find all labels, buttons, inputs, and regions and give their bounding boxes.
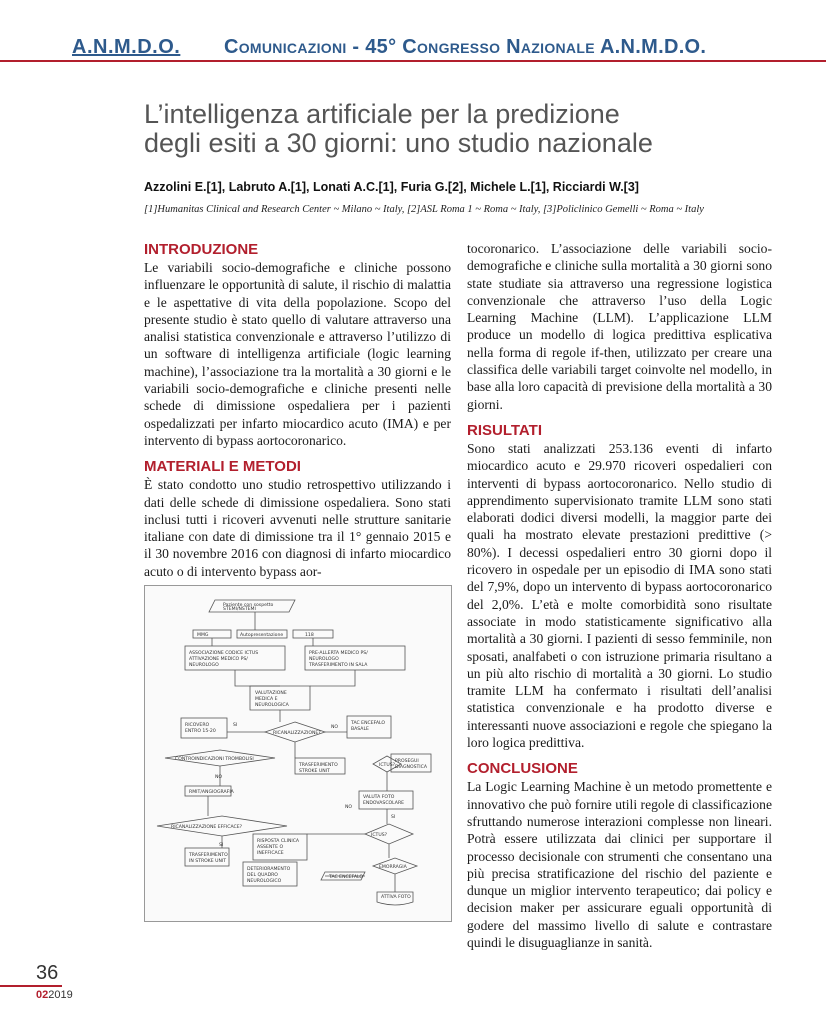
svg-text:RICOVERO: RICOVERO [185,723,210,728]
svg-text:TAC ENCEFALO: TAC ENCEFALO [351,721,386,726]
svg-text:Autopresentazione: Autopresentazione [240,633,284,638]
title-line-1: L’intelligenza artificiale per la predizione [144,99,620,129]
svg-text:DEL QUADRO: DEL QUADRO [247,873,278,878]
svg-text:INEFFICACE: INEFFICACE [257,851,284,856]
svg-text:NO: NO [345,805,353,810]
svg-text:ATTIVA FOTO: ATTIVA FOTO [381,895,411,900]
svg-text:Paziente con sospetto: Paziente con sospetto [223,603,274,608]
svg-text:NEUROLOGO: NEUROLOGO [189,663,219,668]
svg-text:ENDOVASCOLARE: ENDOVASCOLARE [363,801,405,806]
svg-text:VALUTAZIONE: VALUTAZIONE [255,691,287,696]
svg-text:TRASFERIMENTO: TRASFERIMENTO [299,763,338,768]
svg-text:ICTUS?: ICTUS? [379,763,396,768]
affiliations: [1]Humanitas Clinical and Research Center ~ Milano ~ Italy, [2]ASL Roma 1 ~ Roma ~ Italy, [3]Policlinico Gemelli ~ Roma ~ Italy [144,204,704,215]
svg-text:TRASFERIMENTO: TRASFERIMENTO [189,853,228,858]
svg-text:IN STROKE UNIT: IN STROKE UNIT [189,859,227,864]
svg-text:PROSEGUI: PROSEGUI [395,759,419,764]
article-title [144,100,764,158]
svg-text:RMIT/ANGIOGRAFIA: RMIT/ANGIOGRAFIA [189,790,234,795]
issue-number: 02 [36,989,49,1001]
svg-text:TAC ENCEFALO: TAC ENCEFALO [329,875,364,880]
svg-text:TRASFERIMENTO IN SALA: TRASFERIMENTO IN SALA [309,663,368,668]
svg-text:VALUTA FOTO: VALUTA FOTO [363,795,395,800]
svg-text:MEDICA E: MEDICA E [255,697,278,702]
issue-label [36,989,73,1001]
page-number: 36 [36,962,59,984]
flowchart-drawing [145,586,451,921]
footer-rule [0,985,62,987]
svg-text:PRE-ALLERTA MEDICO PS/: PRE-ALLERTA MEDICO PS/ [309,651,368,656]
conclusion-heading: CONCLUSIONE [467,760,578,778]
svg-text:STROKE UNIT: STROKE UNIT [299,769,330,774]
svg-text:ICTUS?: ICTUS? [371,833,388,838]
methods-text-b: tocoronarico. L’associazione delle variabili socio-demografiche e cliniche sulla mortalità a 30 giorni sono state studiate sia attraverso una regressione logistica convenzionale che attraverso l’uso della Logic Learning Machine (LLM). L’applicazione LLM produce un modello di logica predittiva esplicativa nella forma di regole if-then, utilizzato per creare una classifica delle variabili target coinvolte nel modello, in base alla loro capacità di previsione della mortalità a 30 giorni. [467,241,772,412]
svg-text:DETERIORAMENTO: DETERIORAMENTO [247,867,291,872]
svg-text:118: 118 [305,633,314,638]
svg-text:ENTRO 15-20: ENTRO 15-20 [185,729,216,734]
svg-text:ATTIVAZIONE MEDICO PS/: ATTIVAZIONE MEDICO PS/ [189,657,248,662]
svg-text:RICANALIZZAZIONE?: RICANALIZZAZIONE? [273,731,321,736]
conclusion-text: La Logic Learning Machine è un metodo promettente e innovativo che può fornire utili regole di classificazione sfruttando numerose interazioni complesse non lineari. Potrà essere utilizzata dai clinici per supportare il processo decisionale con strumenti che consentano una più precisa stratificazione del rischio del paziente e dunque un miglior intervento terapeutico; dai policy e decision maker per assicurare eguali opportunità di godere del massimo livello di salute e contrastare quindi le disuguaglianze in sanità. [467,779,772,950]
svg-text:NO: NO [215,775,223,780]
header-rule [0,60,826,62]
svg-text:SI: SI [391,815,396,820]
intro-text: Le variabili socio-demografiche e cliniche possono influenzare le opportunità di salute, il rischio di malattia e le aspettative di vita della popolazione. Scopo del presente studio è stato quello di valutare attraverso una analisi statistica convenzionale e attraverso l’utilizzo di un software di intelligenza artificiale (logic learning machine), l’associazione tra la mortalità a 30 giorni e le variabili socio-demografiche e cliniche presenti nelle schede di dimissione ospedaliera per i pazienti ospedalizzati per infarto miocardico acuto (IMA) e per intervento di bypass aortocoronarico. [144,260,451,448]
svg-text:MMG: MMG [197,633,209,638]
results-text: Sono stati analizzati 253.136 eventi di infarto miocardico acuto e 29.970 ricoveri ospedalieri con interventi di bypass aortocoronarico. Nello studio di apprendimento supervisionato tramite LLM sono stati elaborati dodici diversi modelli, la maggior parte dei quali ha mostrato elevate prestazioni predittive (> 80%). I decessi ospedalieri entro 30 giorni dopo il ricovero in ospedale per un episodio di IMA sono stati del 7,9%, dopo un intervento di bypass aortocoronarico del 2,0%. L’età e molte comorbidità sono risultate associate in modo statisticamente significativo alla mortalità a 30 giorni. I pazienti di sesso femminile, non sposati, analfabeti o con istruzione primaria risultano a un più alto rischio di mortalità a 30 giorni. Lo studio tramite LLM ha confermato i risultati dell’analisi statistica convenzionale e ha prodotto diverse e interessanti nuove associazioni e regole che spiegano la loro logica predittiva. [467,440,772,751]
svg-text:STEMI/NSTEMI: STEMI/NSTEMI [223,607,256,612]
svg-text:CONTROINDICAZIONI TROMBOLISI: CONTROINDICAZIONI TROMBOLISI [175,757,254,762]
svg-text:ASSENTE O: ASSENTE O [257,845,284,850]
svg-text:NO: NO [331,725,339,730]
svg-text:NEUROLOGICO: NEUROLOGICO [247,879,282,884]
methods-text-a: È stato condotto uno studio retrospettivo utilizzando i dati delle schede di dimissione ospedaliera. Sono stati inclusi tutti i ricoveri avvenuti nelle strutture sanitarie italiane con date di dimissione tra il 1° gennaio 2015 e il 30 novembre 2016 con diagnosi di infarto miocardico acuto o di intervento bypass aor- [144,477,451,579]
svg-text:NEUROLOGO: NEUROLOGO [309,657,339,662]
title-line-2: degli esiti a 30 giorni: uno studio nazionale [144,128,653,158]
flowchart-figure [144,585,452,922]
right-column [467,240,772,951]
header-conference: Comunicazioni - 45° Congresso Nazionale A.N.M.D.O. [224,36,707,58]
issue-year: 2019 [48,989,73,1001]
results-heading: RISULTATI [467,421,542,439]
svg-text:ASSOCIAZIONE CODICE ICTUS: ASSOCIAZIONE CODICE ICTUS [189,651,259,656]
running-header [0,36,826,62]
svg-text:RISPOSTA CLINICA: RISPOSTA CLINICA [257,839,300,844]
svg-text:SI: SI [233,723,238,728]
svg-text:SI: SI [219,843,224,848]
svg-text:DIAGNOSTICA: DIAGNOSTICA [395,765,427,770]
left-column [144,240,451,580]
svg-text:NEUROLOGICA: NEUROLOGICA [255,703,289,708]
svg-text:EMORRAGIA: EMORRAGIA [379,865,407,870]
header-brand: A.N.M.D.O. [72,36,181,58]
authors: Azzolini E.[1], Labruto A.[1], Lonati A.C.[1], Furia G.[2], Michele L.[1], Ricciardi W.[3] [144,180,639,194]
svg-text:BASALE: BASALE [351,727,369,732]
svg-text:RICANALIZZAZIONE EFFICACE?: RICANALIZZAZIONE EFFICACE? [171,825,243,830]
methods-heading: MATERIALI E METODI [144,458,301,476]
intro-heading: INTRODUZIONE [144,241,259,258]
